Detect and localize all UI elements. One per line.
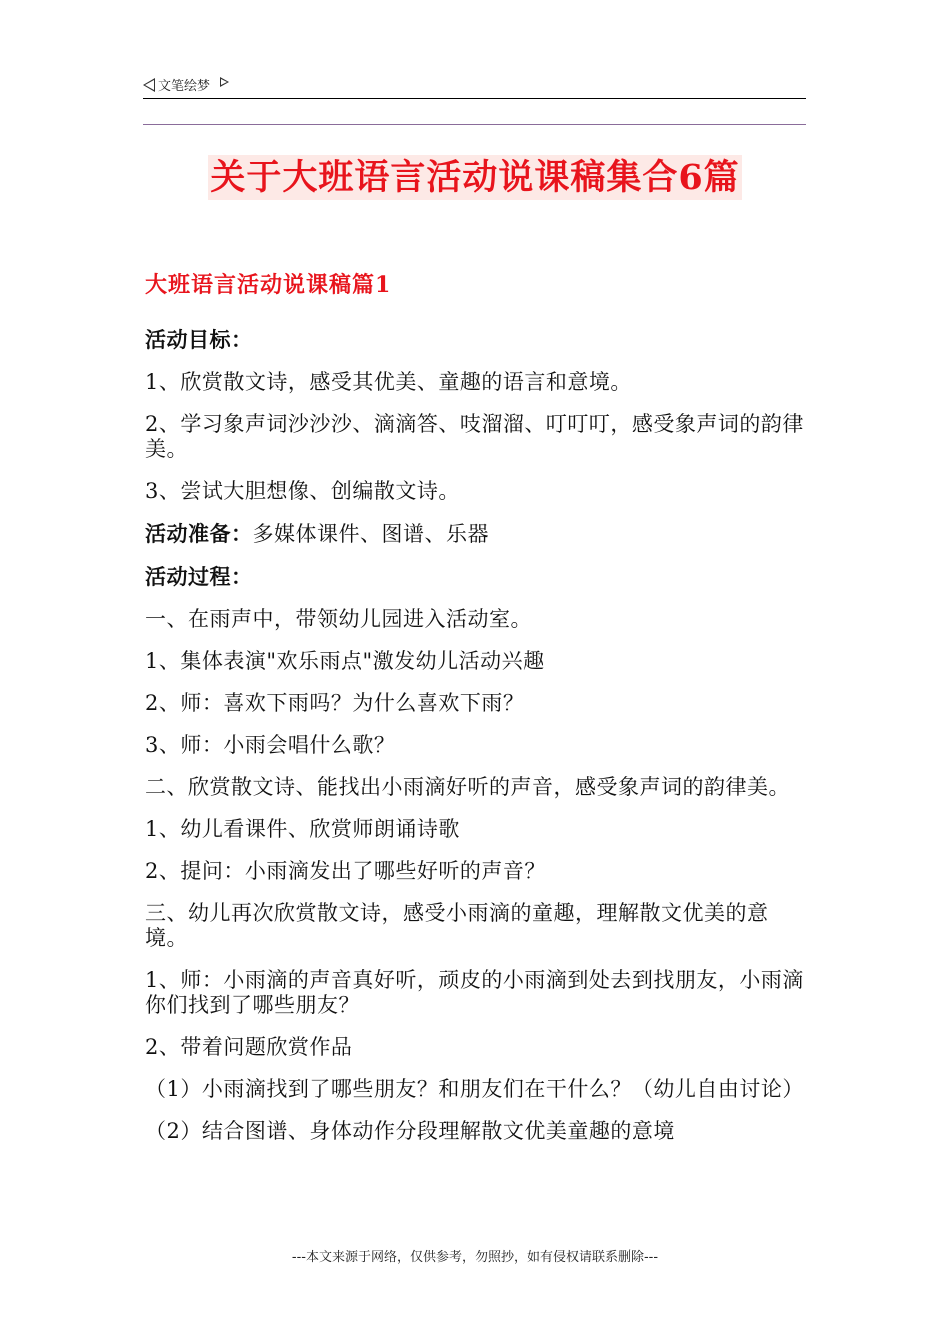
- brand-name: 文笔绘梦: [158, 79, 211, 94]
- section-title: 大班语言活动说课稿篇1: [145, 272, 392, 298]
- brand: [143, 75, 229, 94]
- paragraph-list: [145, 327, 810, 1144]
- paragraph-label: 活动目标：: [145, 327, 253, 352]
- paragraph-text: 2、提问：小雨滴发出了哪些好听的声音？: [145, 859, 546, 883]
- paragraph-text: 三、幼儿再次欣赏散文诗，感受小雨滴的童趣，理解散文优美的意境。: [145, 901, 769, 950]
- page-header: [143, 72, 806, 99]
- triangle-right-icon: [220, 77, 229, 87]
- paragraph-text: 2、师：喜欢下雨吗？为什么喜欢下雨？: [145, 691, 525, 715]
- page-footer: ---本文来源于网络，仅供参考，勿照抄，如有侵权请联系删除---: [291, 1250, 659, 1265]
- paragraph: [145, 691, 810, 716]
- paragraph: [145, 412, 810, 462]
- paragraph: [145, 607, 810, 632]
- paragraph: [145, 521, 810, 547]
- paragraph-label: 活动准备：: [145, 521, 253, 546]
- paragraph: [145, 1035, 810, 1060]
- paragraph: [145, 817, 810, 842]
- paragraph-text: 1、集体表演"欢乐雨点"激发幼儿活动兴趣: [145, 649, 545, 673]
- paragraph: [145, 901, 810, 951]
- divider: [143, 124, 806, 125]
- paragraph-text: （2）结合图谱、身体动作分段理解散文优美童趣的意境: [145, 1119, 675, 1143]
- paragraph: [145, 327, 810, 353]
- paragraph-text: 3、尝试大胆想像、创编散文诗。: [145, 479, 460, 503]
- paragraph-text: 1、欣赏散文诗，感受其优美、童趣的语言和意境。: [145, 370, 632, 394]
- paragraph: [145, 733, 810, 758]
- paragraph: [145, 859, 810, 884]
- document-title: [0, 150, 950, 200]
- document-title-text: 关于大班语言活动说课稿集合6篇: [210, 157, 740, 198]
- paragraph-text: 2、带着问题欣赏作品: [145, 1035, 353, 1059]
- paragraph: [145, 1077, 810, 1102]
- paragraph-text: 二、欣赏散文诗、能找出小雨滴好听的声音，感受象声词的韵律美。: [145, 775, 790, 799]
- paragraph: [145, 968, 810, 1018]
- paragraph-text: 1、师：小雨滴的声音真好听，顽皮的小雨滴到处去到找朋友，小雨滴你们找到了哪些朋友？: [145, 968, 804, 1017]
- paragraph-label: 活动过程：: [145, 564, 253, 589]
- paragraph: [145, 775, 810, 800]
- triangle-left-icon: [143, 78, 155, 92]
- paragraph-text: 多媒体课件、图谱、乐器: [252, 522, 489, 546]
- paragraph-text: （1）小雨滴找到了哪些朋友？和朋友们在干什么？（幼儿自由讨论）: [145, 1077, 804, 1101]
- paragraph-text: 2、学习象声词沙沙沙、滴滴答、吱溜溜、叮叮叮，感受象声词的韵律美。: [145, 412, 804, 461]
- paragraph: [145, 1119, 810, 1144]
- document-body: [145, 268, 810, 1161]
- paragraph-text: 1、幼儿看课件、欣赏师朗诵诗歌: [145, 817, 460, 841]
- paragraph: [145, 479, 810, 504]
- paragraph: [145, 370, 810, 395]
- paragraph-text: 3、师：小雨会唱什么歌？: [145, 733, 396, 757]
- paragraph: [145, 564, 810, 590]
- paragraph-text: 一、在雨声中，带领幼儿园进入活动室。: [145, 607, 532, 631]
- paragraph: [145, 649, 810, 674]
